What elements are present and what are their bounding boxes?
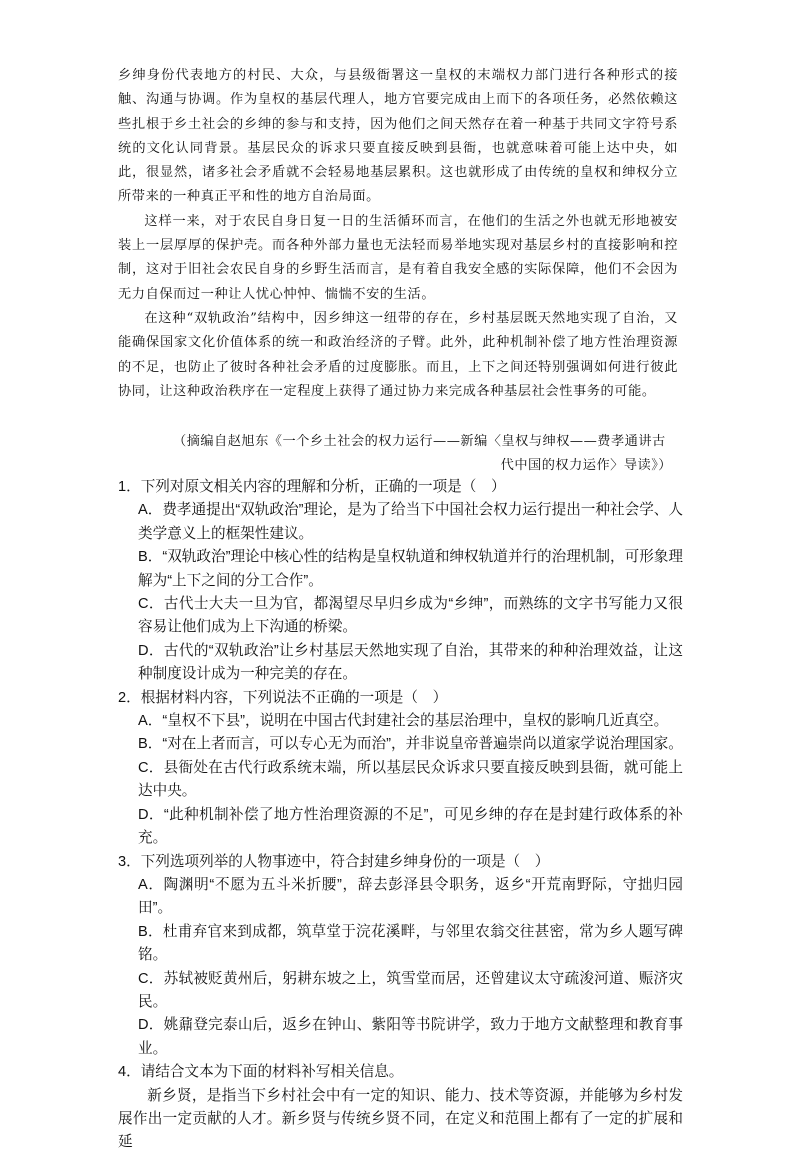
answer-option: A．费孝通提出“双轨政治”理论，是为了给当下中国社会权力运行提出一种社会学、人类学意义上的框架性建议。 [138,502,683,542]
source-line: 代中国的权力运作〉导读》） [500,458,672,473]
answer-option: A．“皇权不下县”，说明在中国古代封建社会的基层治理中，皇权的影响几近真空。 [138,713,669,730]
passage-source [118,430,678,478]
answer-option: D．姚鼐登完泰山后，返乡在钟山、紫阳等书院讲学，致力于地方文献整理和教育事业。 [138,1017,683,1057]
answer-option: C．县衙处在古代行政系统末端，所以基层民众诉求只要直接反映到县衙，就可能上达中央。 [138,759,683,800]
answer-option: D．“此种机制补偿了地方性治理资源的不足”，可见乡绅的存在是封建行政体系的补充。 [138,806,683,847]
question-4 [118,1061,683,1155]
answer-option: B．“对在上者而言，可以专心无为而治”，并非说皇帝普遍崇尚以道家学说治理国家。 [138,736,683,753]
answer-option: D．古代的“双轨政治”让乡村基层天然地实现了自治，其带来的种种治理效益，让这种制度设计成为一种完美的存在。 [138,642,683,683]
passage-paragraph: 乡绅身份代表地方的村民、大众，与县级衙署这一皇权的末端权力部门进行各种形式的接触、沟通与协调。作为皇权的基层代理人，地方官要完成由上而下的各项任务，必然依赖这些扎根于乡土社会的乡绅的参与和支持，因为他们之间天然存在着一种基于共同文字符号系统的文化认同背景。基层民众的诉求只要直接反映到县衙，也就意味着可能上达中央，如此，很显然，诸多社会矛盾就不会轻易地基层累积。这也就形成了由传统的皇权和绅权分立所带来的一种真正平和性的地方自治局面。 [118,68,678,205]
question-stem: 1．下列对原文相关内容的理解和分析，正确的一项是（ ） [118,479,506,495]
question-stem: 2．根据材料内容，下列说法不正确的一项是（ ） [118,689,448,706]
question-3 [118,851,683,1062]
question-material: 新乡贤，是指当下乡村社会中有一定的知识、能力、技术等资源，并能够为乡村发展作出一定贡献的人才。新乡贤与传统乡贤不同，在定义和范围上都有了一定的扩展和延 [118,1087,683,1151]
reading-passage [118,64,678,404]
answer-option: A．陶渊明“不愿为五斗米折腰”，辞去彭泽县令职务，返乡“开荒南野际，守拙归园田”。 [138,876,683,917]
answer-option: B．杜甫弃官来到成都，筑草堂于浣花溪畔，与邻里农翁交往甚密，常为乡人题写碑铭。 [138,923,683,964]
question-2 [118,687,683,851]
question-stem: 3．下列选项列举的人物事迹中，符合封建乡绅身份的一项是（ ） [118,853,550,870]
answer-option: C．古代士大夫一旦为官，都渴望尽早归乡成为“乡绅”，而熟练的文字书写能力又很容易让他们成为上下沟通的桥梁。 [138,596,683,636]
source-line: （摘编自赵旭东《一个乡土社会的权力运行——新编〈皇权与绅权——费孝通讲古 [173,434,666,449]
answer-option: B．“双轨政治”理论中核心性的结构是皇权轨道和绅权轨道并行的治理机制，可形象理解为“上下之间的分工合作”。 [138,549,683,589]
question-1 [118,476,683,687]
passage-paragraph: 这样一来，对于农民自身日复一日的生活循环而言，在他们的生活之外也就无形地被安装上一层厚厚的保护壳。而各种外部力量也无法轻而易举地实现对基层乡村的直接影响和控制，这对于旧社会农民自身的乡野生活而言，是有着自我安全感的实际保障，他们不会因为无力自保而过一种让人忧心忡忡、惴惴不安的生活。 [118,213,678,302]
question-list [118,476,683,1155]
passage-paragraph: 在这种“双轨政治”结构中，因乡绅这一纽带的存在，乡村基层既天然地实现了自治，又能确保国家文化价值体系的统一和政治经济的子臂。此外，此种机制补偿了地方性治理资源的不足，也防止了彼时各种社会矛盾的过度膨胀。而且，上下之间还特别强调如何进行彼此协同，让这种政治秩序在一定程度上获得了通过协力来完成各种基层社会性事务的可能。 [118,310,678,399]
question-stem: 4．请结合文本为下面的材料补写相关信息。 [118,1064,404,1081]
answer-option: C．苏轼被贬黄州后，躬耕东坡之上，筑雪堂而居，还曾建议太守疏浚河道、赈济灾民。 [138,970,683,1010]
